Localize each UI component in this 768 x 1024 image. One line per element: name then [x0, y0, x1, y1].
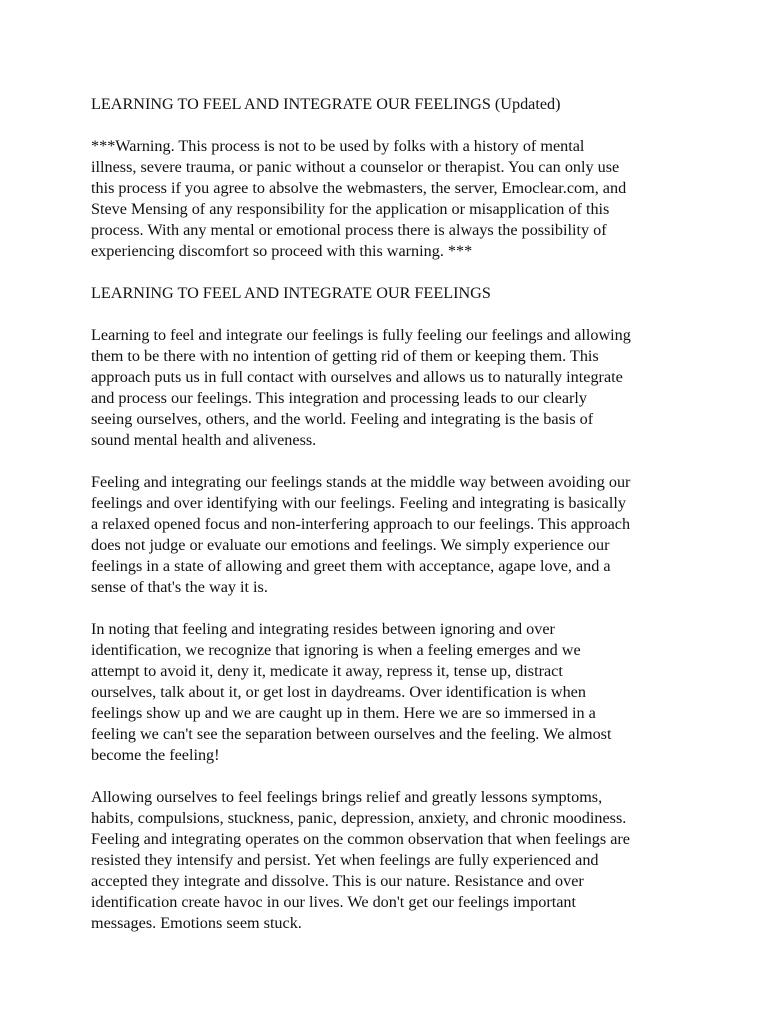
warning-line: experiencing discomfort so proceed with this warning. *** — [91, 242, 473, 260]
document-title: LEARNING TO FEEL AND INTEGRATE OUR FEELINGS (Updated) — [91, 95, 561, 113]
warning-line: ***Warning. This process is not to be used by folks with a history of mental — [91, 137, 585, 155]
paragraph-line: resisted they intensify and persist. Yet when feelings are fully experienced and — [91, 851, 599, 869]
paragraph-line: approach puts us in full contact with ourselves and allows us to naturally integrate — [91, 368, 623, 386]
paragraph-line: become the feeling! — [91, 746, 220, 764]
paragraph-line: does not judge or evaluate our emotions and feelings. We simply experience our — [91, 536, 610, 554]
paragraph-line: Allowing ourselves to feel feelings brings relief and greatly lessons symptoms, — [91, 788, 603, 806]
paragraph-line: messages. Emotions seem stuck. — [91, 914, 302, 932]
paragraph-line: accepted they integrate and dissolve. This is our nature. Resistance and over — [91, 872, 584, 890]
warning-line: Steve Mensing of any responsibility for the application or misapplication of this — [91, 200, 610, 218]
paragraph-line: seeing ourselves, others, and the world. Feeling and integrating is the basis of — [91, 410, 594, 428]
warning-paragraph — [91, 136, 691, 262]
paragraph-line: Feeling and integrating our feelings stands at the middle way between avoiding our — [91, 473, 631, 491]
paragraph-line: sound mental health and aliveness. — [91, 431, 317, 449]
paragraph-line: ourselves, talk about it, or get lost in daydreams. Over identification is when — [91, 683, 586, 701]
paragraph-line: In noting that feeling and integrating resides between ignoring and over — [91, 620, 555, 638]
warning-line: illness, severe trauma, or panic without a counselor or therapist. You can only use — [91, 158, 620, 176]
paragraph-line: sense of that's the way it is. — [91, 578, 268, 596]
paragraph-line: them to be there with no intention of getting rid of them or keeping them. This — [91, 347, 599, 365]
paragraph-line: habits, compulsions, stuckness, panic, depression, anxiety, and chronic moodiness. — [91, 809, 627, 827]
section-title: LEARNING TO FEEL AND INTEGRATE OUR FEELINGS — [91, 284, 491, 302]
paragraph-line: feelings in a state of allowing and greet them with acceptance, agape love, and a — [91, 557, 611, 575]
paragraph-1 — [91, 325, 691, 451]
paragraph-line: Learning to feel and integrate our feelings is fully feeling our feelings and allowing — [91, 326, 631, 344]
paragraph-line: feelings show up and we are caught up in them. Here we are so immersed in a — [91, 704, 596, 722]
paragraph-2 — [91, 472, 691, 598]
warning-line: this process if you agree to absolve the webmasters, the server, Emoclear.com, and — [91, 179, 627, 197]
paragraph-line: a relaxed opened focus and non-interfering approach to our feelings. This approach — [91, 515, 631, 533]
warning-line: process. With any mental or emotional process there is always the possibility of — [91, 221, 607, 239]
paragraph-line: feeling we can't see the separation between ourselves and the feeling. We almost — [91, 725, 612, 743]
document-body — [91, 94, 691, 955]
paragraph-4 — [91, 787, 691, 934]
paragraph-line: attempt to avoid it, deny it, medicate it away, repress it, tense up, distract — [91, 662, 563, 680]
paragraph-3 — [91, 619, 691, 766]
paragraph-line: and process our feelings. This integration and processing leads to our clearly — [91, 389, 587, 407]
paragraph-line: feelings and over identifying with our feelings. Feeling and integrating is basically — [91, 494, 626, 512]
paragraph-line: identification, we recognize that ignoring is when a feeling emerges and we — [91, 641, 581, 659]
paragraph-line: identification create havoc in our lives. We don't get our feelings important — [91, 893, 576, 911]
paragraph-line: Feeling and integrating operates on the common observation that when feelings are — [91, 830, 630, 848]
